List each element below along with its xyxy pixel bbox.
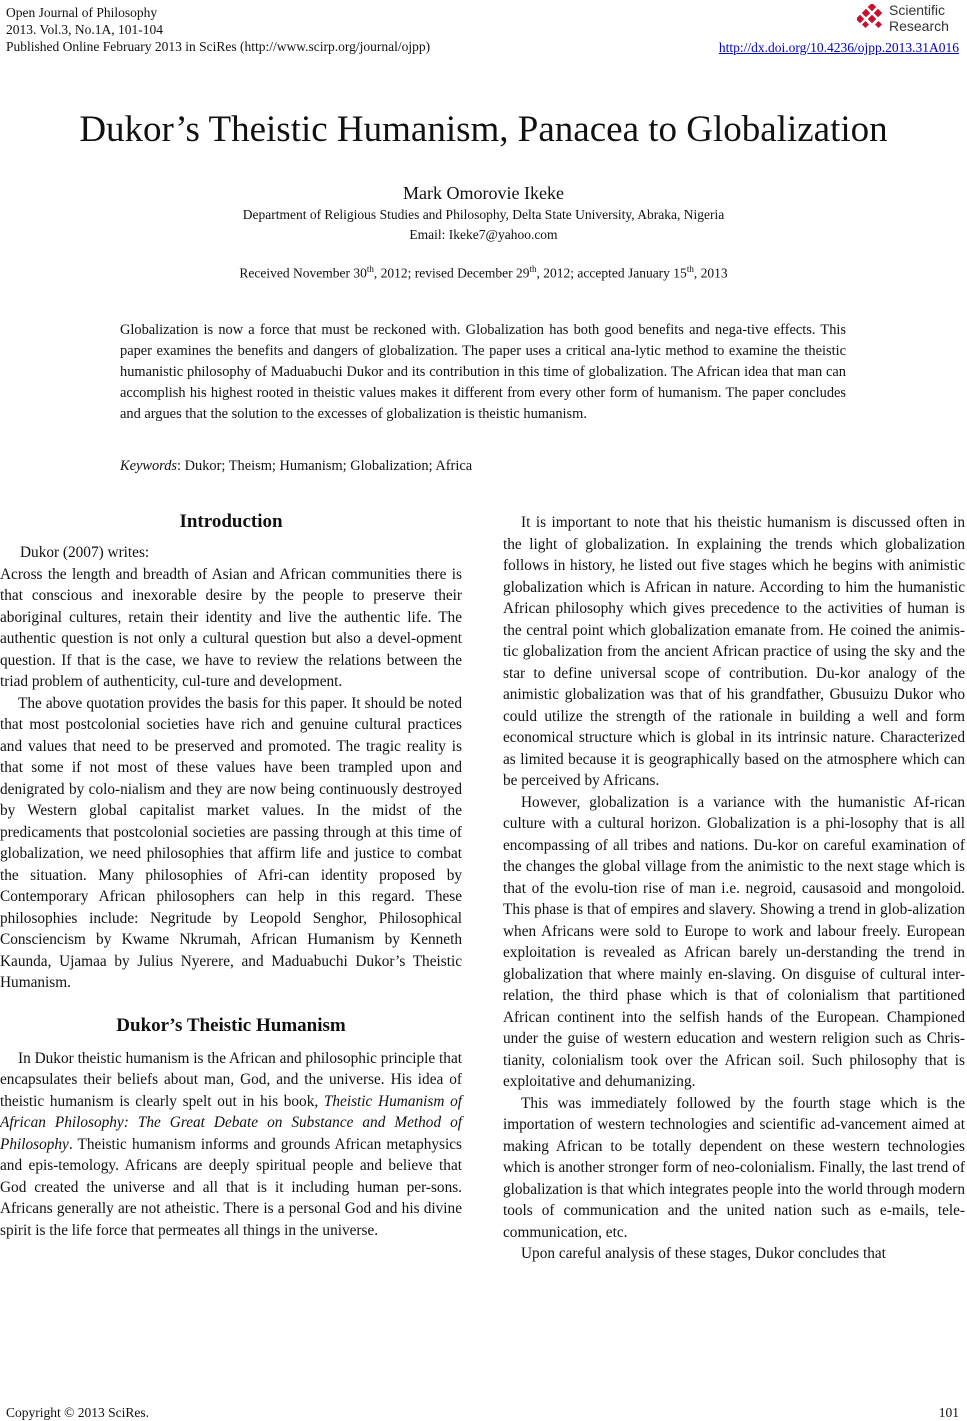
right-paragraph-1: It is important to note that his theistic humanism is discussed often in the light of globalization. In explaining the trends which globalization follows in history, he listed out five stages which he begins with animistic globalization which is African in nature. According to him the humanistic African philosophy which gives precedence to the activities of human is the central point which globalization emanate from. He coined the animis-tic globalization from the ancient African practice of using the sky and the star to define universal scope of contribution. Du-kor analogy of the animistic globalization was that of his grandfather, Gbusuizu Dukor who could utilize the strength of the rationale in building a well and form economical structure which is global in its intrinsic nature. Characterized as limited because it is geographically based on the atmosphere which can be perceived by Africans. (503, 514, 965, 789)
received-dates (0, 264, 967, 282)
quote-intro: Dukor (2007) writes: (20, 544, 150, 561)
revised-part: , 2012; revised December 29 (373, 265, 530, 281)
accepted-part: , 2012; accepted January 15 (536, 265, 687, 281)
received-part: Received November 30 (239, 265, 367, 281)
received-sup: th (366, 264, 374, 274)
dukor-paragraph-start: In Dukor theistic humanism is the African and philosophic principle that encapsulates their beliefs about man, God, and the universe. His idea of theistic humanism is clearly spelt out in his book, (0, 1049, 462, 1110)
logo-text (889, 2, 949, 34)
dukor-heading: Dukor’s Theistic Humanism (116, 1014, 346, 1036)
right-paragraph-2: However, globalization is a variance with the humanistic Af-rican culture with a cultural horizon. Globalization is a phi-losophy that is all encompassing of all tribes and nations. Du-kor on careful examination of the changes the global village from the animistic to the next stage which is that of the evolu-tion rise of man i.e. negroid, causasoid and mongoloid. This phase is that of empires and slavery. Showing a trend in glob-alization when Africans were sold to Europe to work and labour freely. European exploitation is revealed as African barely un-derstanding the trend in globalization that where mainly en-slaving. On disguise of cultural inter-relation, the third phase which is that of colonialism that partitioned African continent into the selfish hands of the European. Championed under the guise of western education and western religion such as Chris-tianity, colonialism took over the African soil. Such philosophy that is exploitative and dehumanizing. (503, 793, 965, 1090)
logo-line1: Scientific (889, 2, 946, 18)
accepted-sup: th (686, 264, 694, 274)
doi-link[interactable]: http://dx.doi.org/10.4236/ojpp.2013.31A016 (718, 40, 959, 55)
logo-line2: Research (889, 18, 949, 34)
scirp-logo (857, 2, 959, 36)
dukor-paragraph (0, 1048, 462, 1242)
journal-volume: 2013. Vol.3, No.1A, 101-104 (6, 22, 164, 37)
abstract: Globalization is now a force that must be reckoned with. Globalization has both good benefits and nega-tive effects. This paper examines the benefits and dangers of globalization. The paper uses a critical ana-lytic method to examine the theistic humanistic philosophy of Maduabuchi Dukor and its contribution in this time of globalization. The African idea that man can accomplish his highest rooted in theistic values makes it different from every other form of humanism. The paper concludes and argues that the solution to the excesses of globalization is theistic humanism. (120, 322, 846, 422)
keywords-list: : Dukor; Theism; Humanism; Globalization; Africa (177, 458, 473, 474)
author-email: Email: Ikeke7@yahoo.com (409, 227, 558, 242)
copyright: Copyright © 2013 SciRes. (6, 1405, 150, 1420)
right-paragraph-3: This was immediately followed by the fourth stage which is the importation of western technologies and scientific ad-vancement aimed at making African to be totally dependent on these western technologies which is another stronger form of neo-colonialism. Finally, the last trend of globalization is that which integrates people into the world through modern tools of communication and the united nation such as e-mails, tele-communication, etc. (503, 1094, 965, 1241)
author-affiliation: Department of Religious Studies and Philosophy, Delta State University, Abraka, Nigeria (242, 207, 725, 222)
right-column (503, 512, 965, 1265)
keywords (120, 458, 472, 475)
dukor-paragraph-end: . Theistic humanism informs and grounds African metaphysics and epis-temology. Africans are deeply spiritual people and believe that God created the universe and all that is it including human per-sons. Africans generally are not atheistic. There is a personal God and his divine spirit is the life force that permeates all things in the universe. (0, 1135, 462, 1239)
revised-sup: th (529, 264, 537, 274)
block-quote: Across the length and breadth of Asian and African communities there is that conscious and inexorable desire by the people to preserve their aboriginal cultures, retain their identity and live the authentic life. The authentic question is not only a cultural question but also a devel-opment question. If that is the case, we have to review the relations between the triad problem of authenticity, cul-ture and development. (0, 565, 462, 690)
accepted-year: , 2013 (693, 265, 728, 281)
intro-paragraph: The above quotation provides the basis for this paper. It should be noted that most postcolonial societies have rich and genuine cultural practices and values that need to be preserved and promoted. The tragic reality is that some if not most of these values have been trampled upon and denigrated by colo-nialism and they are now being continuously destroyed by Western global capitalist market values. In the midst of the predicaments that postcolonial societies are passing through at this time of globalization, we need philosophies that affirm life and justice to combat the situation. Many philosophies of Afri-can identity proposed by Contemporary African philosophers can help in this regard. These philosophies include: Negritude by Leopold Senghor, Philosophical Consciencism by Kwame Nkrumah, African Humanism by Kenneth Kaunda, Ujamaa by Julius Nyerere, and Maduabuchi Dukor’s Theistic Humanism. (0, 694, 462, 991)
right-paragraph-4: Upon careful analysis of these stages, Dukor concludes that (521, 1245, 886, 1262)
published-line: Published Online February 2013 in SciRes (http://www.scirp.org/journal/ojpp) (6, 39, 431, 54)
introduction-heading: Introduction (179, 511, 283, 532)
paper-title: Dukor’s Theistic Humanism, Panacea to Globalization (79, 109, 888, 150)
journal-header (6, 4, 430, 55)
scirp-logo-icon (857, 4, 887, 32)
book-title: Theistic Humanism of African Philosophy: The Great Debate on Substance and Method of Philosophy (0, 1092, 462, 1153)
page-number: 101 (938, 1405, 959, 1420)
keywords-label: Keywords (120, 458, 178, 474)
left-column (0, 508, 462, 1241)
author-name: Mark Omorovie Ikeke (403, 183, 564, 203)
journal-name: Open Journal of Philosophy (6, 5, 158, 20)
